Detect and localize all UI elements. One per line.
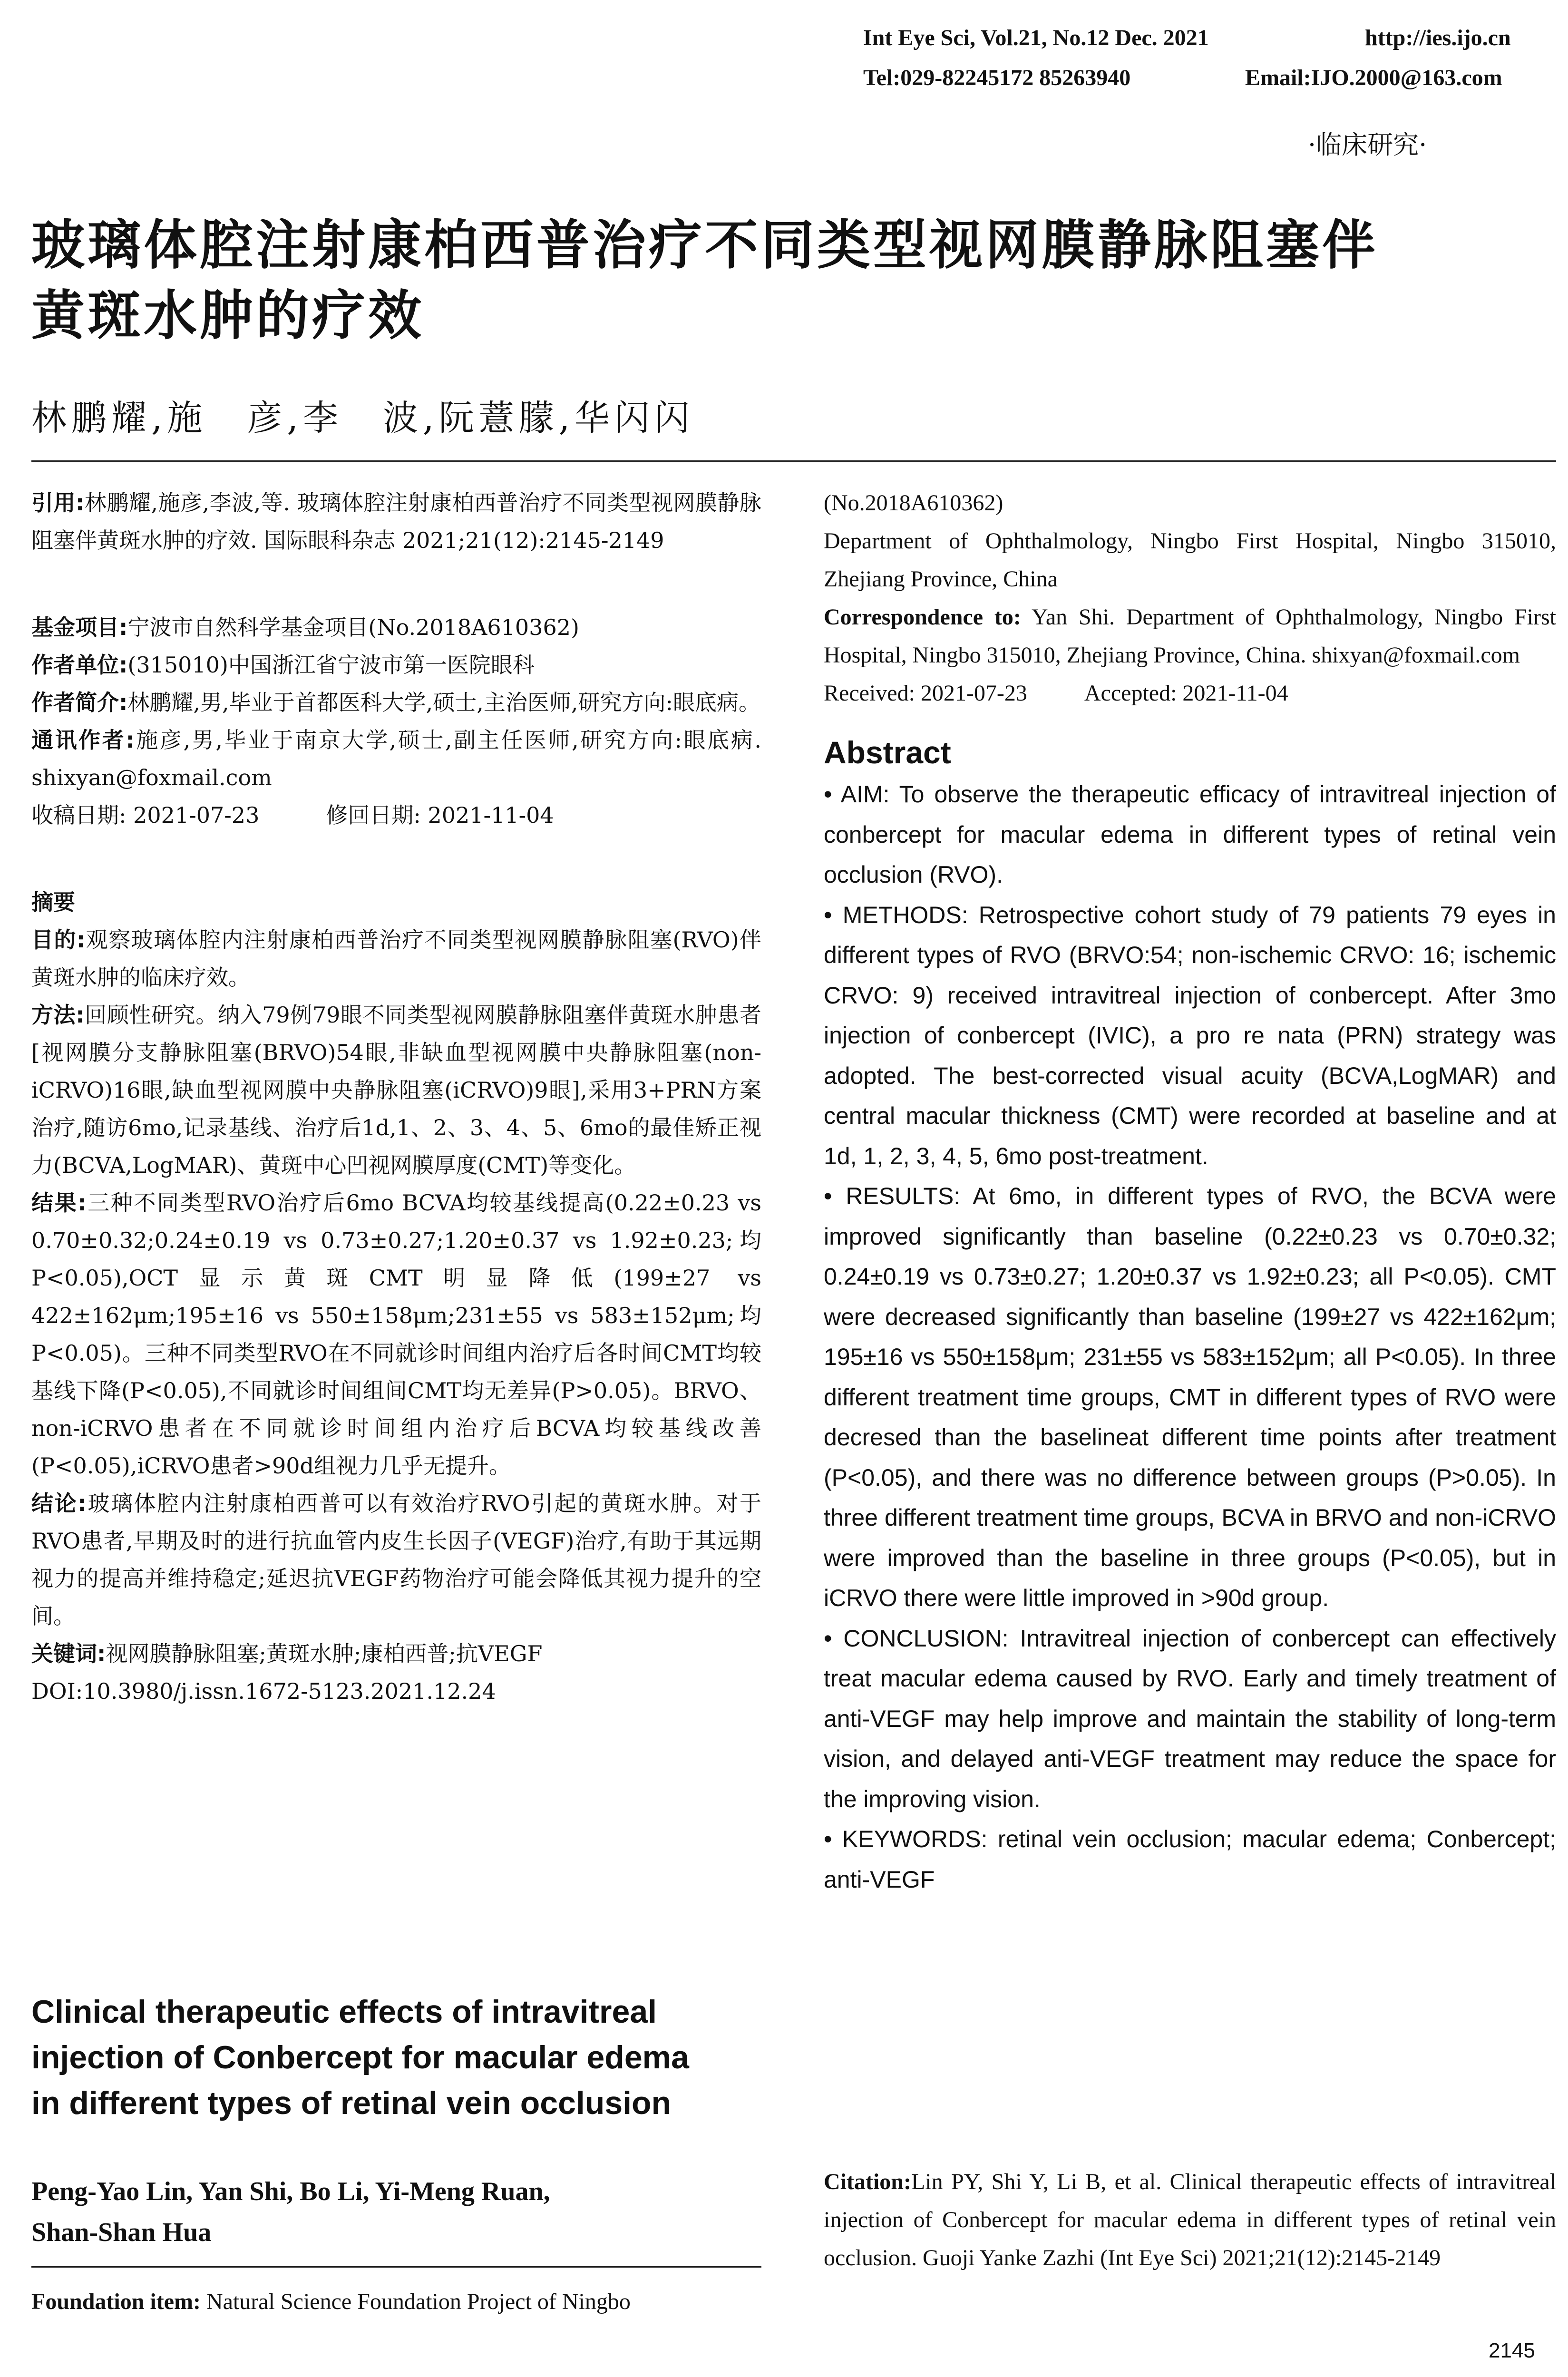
aim-en: • AIM: To observe the therapeutic efficacy of intravitreal injection of conbercept for macular edema in different types of retinal vein occlusion (RVO). — [824, 781, 1556, 888]
bio-cn-label: 作者简介: — [31, 690, 128, 715]
journal-email[interactable]: Email:IJO.2000@163.com — [1245, 65, 1502, 90]
en-title-line3: in different types of retinal vein occlusion — [31, 2085, 672, 2121]
citation-en-label: Citation: — [824, 2169, 911, 2194]
en-title-line2: injection of Conbercept for macular edema — [31, 2039, 689, 2075]
received-en: Received: 2021-07-23 — [824, 681, 1027, 706]
en-authors — [31, 2171, 761, 2253]
citation-en-text: Lin PY, Shi Y, Li B, et al. Clinical therapeutic effects of intravitreal injection of Conbercept for macular edema in different types of retinal vein occlusion. Guoji Yanke Zazhi (Int Eye Sci) 2021;21(12):2145-2149 — [824, 2169, 1556, 2270]
dept-en: Department of Ophthalmology, Ningbo First Hospital, Ningbo 315010, Zhejiang Province, China — [824, 528, 1556, 592]
conclusion-cn-text: 玻璃体腔内注射康柏西普可以有效治疗RVO引起的黄斑水肿。对于RVO患者,早期及时的进行抗血管内皮生长因子(VEGF)治疗,有助于其远期视力的提高并维持稳定;延迟抗VEGF药物治疗可能会降低其视力提升的空间。 — [31, 1490, 761, 1629]
results-cn — [31, 1184, 761, 1485]
en-authors-line1: Peng-Yao Lin, Yan Shi, Bo Li, Yi-Meng Ruan, — [31, 2177, 550, 2206]
corr-cn-label: 通讯作者: — [31, 727, 135, 753]
keywords-cn-text: 视网膜静脉阻塞;黄斑水肿;康柏西普;抗VEGF — [106, 1641, 543, 1666]
aim-cn-text: 观察玻璃体腔内注射康柏西普治疗不同类型视网膜静脉阻塞(RVO)伴黄斑水肿的临床疗效。 — [31, 927, 761, 990]
title-divider — [31, 460, 1556, 462]
aim-cn-label: 目的: — [31, 927, 86, 953]
dates-cn — [31, 797, 761, 834]
accepted-en: Accepted: 2021-11-04 — [1084, 681, 1288, 706]
journal-info: Int Eye Sci, Vol.21, No.12 Dec. 2021 — [863, 25, 1209, 50]
results-cn-label: 结果: — [31, 1190, 87, 1216]
keywords-cn-label: 关键词: — [31, 1641, 106, 1666]
results-cn-text: 三种不同类型RVO治疗后6mo BCVA均较基线提高(0.22±0.23 vs 0.70±0.32;0.24±0.19 vs 0.73±0.27;1.20±0.37 vs 1.92±0.23;均P<0.05),OCT显示黄斑CMT明显降低(199±27 vs 422±162μm;195±16 vs 550±158μm;231±55 vs 583±152μm;均P<0.05)。三种不同类型RVO在不同就诊时间组内治疗后各时间CMT均较基线下降(P<0.05),不同就诊时间组间CMT均无差异(P>0.05)。BRVO、non-iCRVO患者在不同就诊时间组内治疗后BCVA均较基线改善(P<0.05),iCRVO患者>90d组视力几乎无提升。 — [31, 1190, 761, 1479]
corr-en — [824, 598, 1556, 674]
dates-en — [824, 674, 1556, 712]
methods-en: • METHODS: Retrospective cohort study of 79 patients 79 eyes in different types of RVO (BRVO:54; non-ischemic CRVO: 16; ischemic CRVO: 9) received intravitreal injection of conbercept. After 3mo injection of conbercept (IVIC), a pro re nata (PRN) strategy was adopted. The best-corrected visual acuity (BCVA,LogMAR) and central macular thickness (CMT) were recorded at baseline and at 1d, 1, 2, 3, 4, 5, 6mo post-treatment. — [824, 901, 1556, 1169]
results-en: • RESULTS: At 6mo, in different types of RVO, the BCVA were improved significantly than baseline (0.22±0.23 vs 0.70±0.32; 0.24±0.19 vs 0.73±0.27; 1.20±0.37 vs 1.92±0.23; all P<0.05). CMT were decreased significantly than baseline (199±27 vs 422±162μm; 195±16 vs 550±158μm; 231±55 vs 583±152μm; all P<0.05). In three different treatment time groups, CMT in different types of RVO were decresed than the baselineat different time points after treatment (P<0.05), and there was no difference between groups (P>0.05). In three different treatment time groups, BCVA in BRVO and non-iCRVO were improved than the baseline in three groups (P<0.05), but in iCRVO there were little improved in >90d group. — [824, 1183, 1556, 1611]
keywords-cn — [31, 1635, 761, 1673]
corr-cn — [31, 721, 761, 797]
left-footer-rule — [31, 2266, 761, 2268]
foundation-en-text: Natural Science Foundation Project of Ningbo — [206, 2289, 631, 2314]
foundation-cn-text: 宁波市自然科学基金项目(No.2018A610362) — [127, 614, 579, 640]
citation-en — [824, 2163, 1556, 2277]
title-cn-line1: 玻璃体腔注射康柏西普治疗不同类型视网膜静脉阻塞伴 — [31, 214, 1378, 276]
right-column — [824, 484, 1556, 1900]
section-tag: ·临床研究· — [1308, 130, 1427, 160]
foundation-cn — [31, 609, 761, 646]
citation-cn-text: 林鹏耀,施彦,李波,等. 玻璃体腔注射康柏西普治疗不同类型视网膜静脉阻塞伴黄斑水肿的疗效. 国际眼科杂志 2021;21(12):2145-2149 — [31, 490, 761, 553]
keywords-en: • KEYWORDS: retinal vein occlusion; macular edema; Conbercept; anti-VEGF — [824, 1826, 1556, 1893]
en-title-line1: Clinical therapeutic effects of intravitreal — [31, 1994, 657, 2030]
unit-cn-text: (315010)中国浙江省宁波市第一医院眼科 — [127, 652, 535, 678]
methods-cn — [31, 996, 761, 1184]
methods-cn-text: 回顾性研究。纳入79例79眼不同类型视网膜静脉阻塞伴黄斑水肿患者[视网膜分支静脉阻塞(BRVO)54眼,非缺血型视网膜中央静脉阻塞(non-iCRVO)16眼,缺血型视网膜中央静脉阻塞(iCRVO)9眼],采用3+PRN方案治疗,随访6mo,记录基线、治疗后1d,1、2、3、4、5、6mo的最佳矫正视力(BCVA,LogMAR)、黄斑中心凹视网膜厚度(CMT)等变化。 — [31, 1002, 761, 1178]
en-title-block — [31, 1989, 761, 2126]
foundation-en — [31, 2283, 761, 2321]
left-column — [31, 484, 761, 1710]
foundation-en-cont: (No.2018A610362) — [824, 490, 1003, 516]
citation-cn — [31, 484, 761, 559]
page-number: 2145 — [1489, 2339, 1535, 2362]
conclusion-cn-label: 结论: — [31, 1490, 87, 1516]
revised-cn: 修回日期: 2021-11-04 — [326, 802, 554, 828]
unit-cn-label: 作者单位: — [31, 652, 128, 678]
journal-url[interactable]: http://ies.ijo.cn — [1365, 25, 1511, 50]
corr-en-label: Correspondence to: — [824, 604, 1021, 630]
journal-tel: Tel:029-82245172 85263940 — [863, 65, 1131, 90]
bio-cn — [31, 684, 761, 721]
corr-en-text: Yan Shi. Department of Ophthalmology, Ningbo First Hospital, Ningbo 315010, Zhejiang Province, China. shixyan@foxmail.com — [824, 604, 1556, 668]
foundation-en-label: Foundation item: — [31, 2289, 201, 2314]
bio-cn-text: 林鹏耀,男,毕业于首都医科大学,硕士,主治医师,研究方向:眼底病。 — [127, 690, 761, 715]
title-cn-line2: 黄斑水肿的疗效 — [31, 285, 424, 347]
unit-cn — [31, 646, 761, 684]
citation-cn-label: 引用: — [31, 490, 85, 516]
methods-cn-label: 方法: — [31, 1002, 85, 1028]
abstract-head-cn: 摘要 — [31, 889, 75, 915]
received-cn: 收稿日期: 2021-07-23 — [31, 802, 260, 828]
conclusion-cn — [31, 1485, 761, 1635]
doi[interactable]: DOI:10.3980/j.issn.1672-5123.2021.12.24 — [31, 1678, 496, 1704]
corr-cn-text: 施彦,男,毕业于南京大学,硕士,副主任医师,研究方向:眼底病. shixyan@foxmail.com — [31, 727, 761, 790]
conclusion-en: • CONCLUSION: Intravitreal injection of conbercept can effectively treat macular edema caused by RVO. Early and timely treatment of anti-VEGF may help improve and maintain the stability of long-term vision, and delayed anti-VEGF treatment may reduce the space for the improving vision. — [824, 1625, 1556, 1812]
foundation-cn-label: 基金项目: — [31, 614, 128, 640]
authors-cn: 林鹏耀,施 彦,李 波,阮薏朦,华闪闪 — [31, 398, 695, 438]
aim-cn — [31, 921, 761, 996]
abstract-title: Abstract — [824, 735, 951, 770]
en-authors-line2: Shan-Shan Hua — [31, 2218, 212, 2247]
